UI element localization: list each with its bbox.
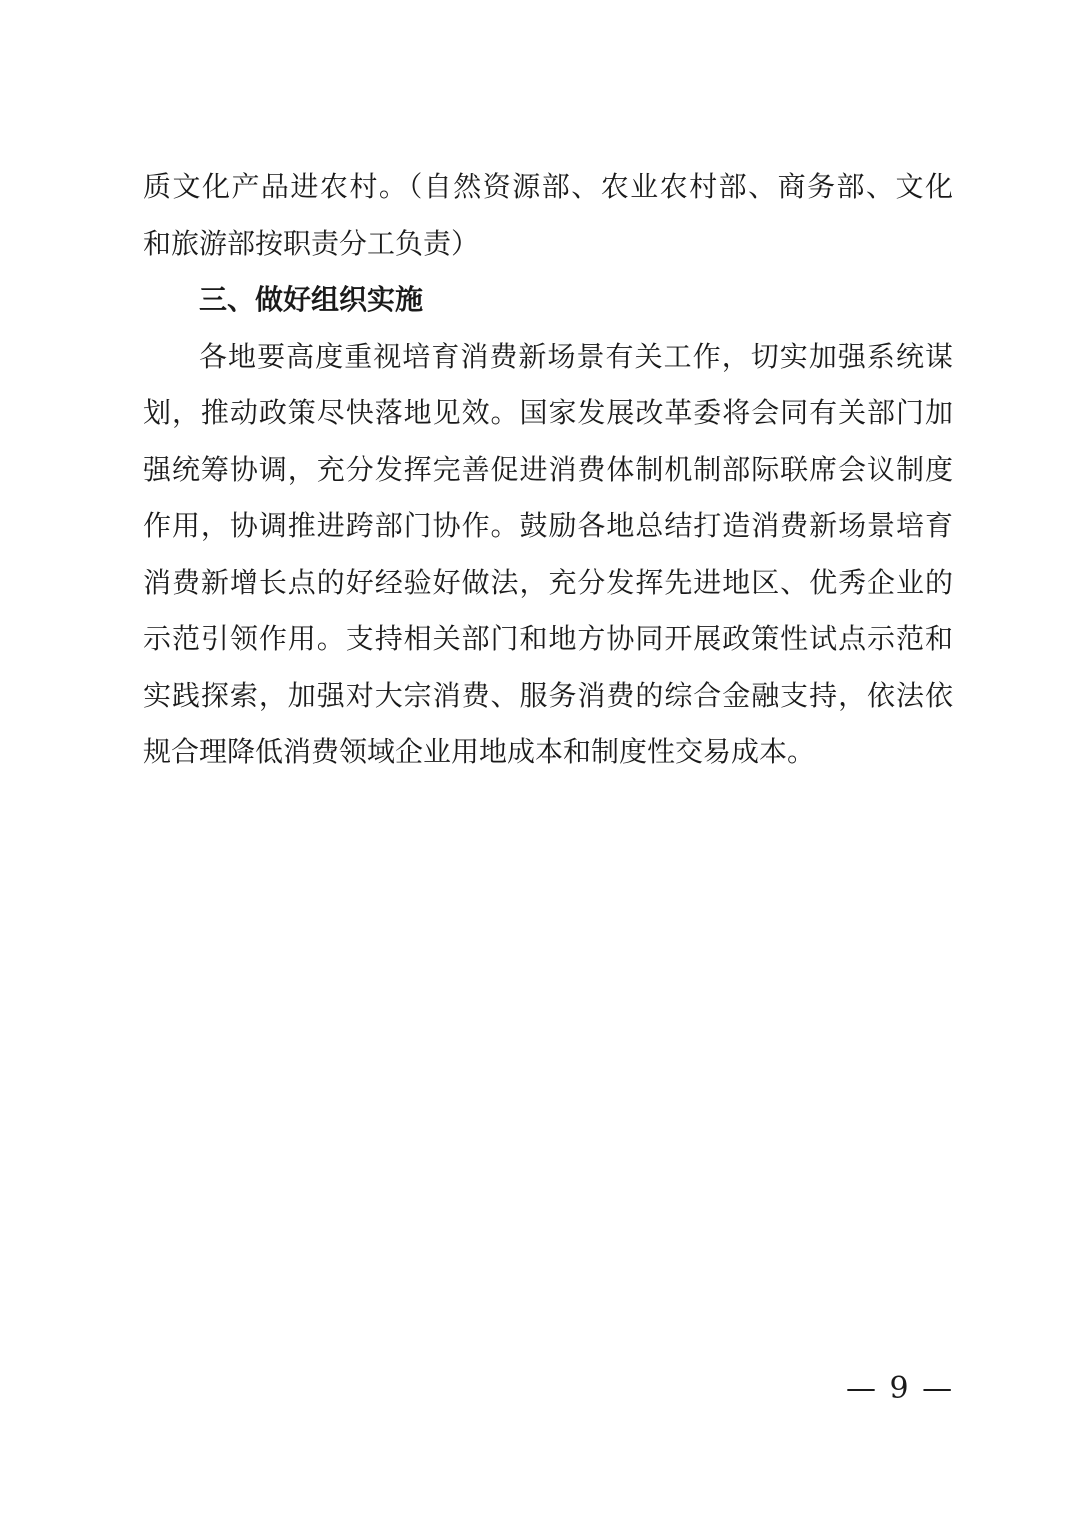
paragraph-line-3: 强统筹协调，充分发挥完善促进消费体制机制部际联席会议制度 [143,453,953,486]
paragraph-line-8: 规合理降低消费领域企业用地成本和制度性交易成本。 [143,735,816,768]
section-heading: 三、做好组织实施 [199,283,424,316]
paragraph-line-2: 划，推动政策尽快落地见效。国家发展改革委将会同有关部门加 [143,396,953,429]
continuation-line-1: 质文化产品进农村。（自然资源部、农业农村部、商务部、文化 [143,170,953,203]
continuation-line-2: 和旅游部按职责分工负责） [143,227,480,260]
paragraph-line-5: 消费新增长点的好经验好做法，充分发挥先进地区、优秀企业的 [143,566,953,599]
paragraph-line-4: 作用，协调推进跨部门协作。鼓励各地总结打造消费新场景培育 [143,509,953,542]
paragraph-line-1: 各地要高度重视培育消费新场景有关工作，切实加强系统谋 [199,340,953,373]
page-number: — 9 — [846,1371,955,1406]
paragraph-line-7: 实践探索，加强对大宗消费、服务消费的综合金融支持，依法依 [143,679,953,712]
paragraph-line-6: 示范引领作用。支持相关部门和地方协同开展政策性试点示范和 [143,622,953,655]
